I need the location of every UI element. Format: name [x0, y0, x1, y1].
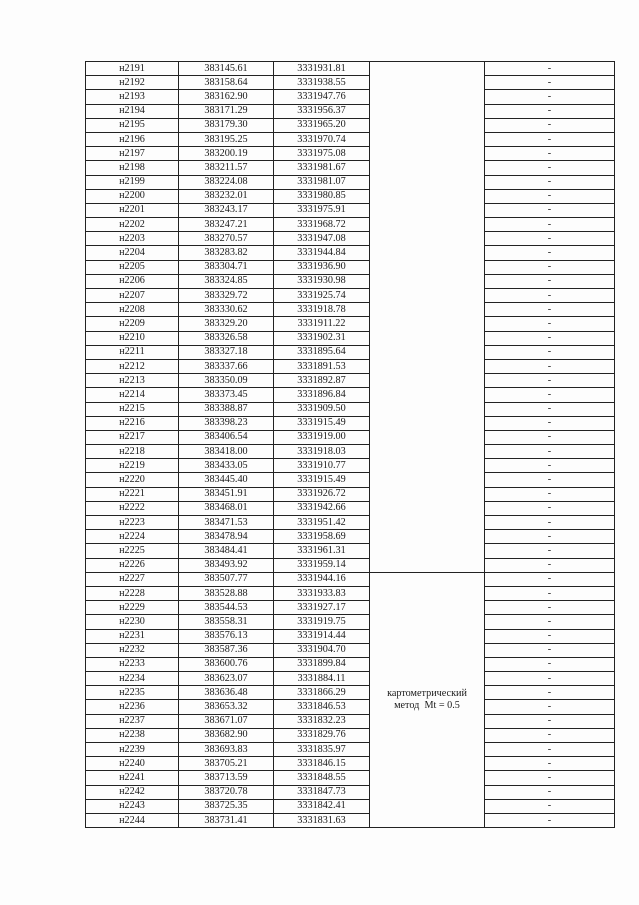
y-coordinate-cell: 3331930.98 — [274, 274, 370, 288]
point-cell: н2238 — [86, 728, 179, 742]
point-cell: н2202 — [86, 218, 179, 232]
y-coordinate-cell: 3331895.64 — [274, 345, 370, 359]
point-cell: н2227 — [86, 572, 179, 586]
accuracy-cell: - — [485, 331, 615, 345]
accuracy-cell: - — [485, 147, 615, 161]
accuracy-cell: - — [485, 90, 615, 104]
method-text-line1: картометрический — [387, 687, 467, 699]
method-cell-empty — [370, 62, 485, 573]
table-row — [86, 147, 615, 161]
point-cell: н2204 — [86, 246, 179, 260]
y-coordinate-cell: 3331980.85 — [274, 189, 370, 203]
y-coordinate-cell: 3331866.29 — [274, 686, 370, 700]
x-coordinate-cell: 383232.01 — [179, 189, 274, 203]
point-cell: н2232 — [86, 643, 179, 657]
point-cell: н2193 — [86, 90, 179, 104]
x-coordinate-cell: 383705.21 — [179, 757, 274, 771]
accuracy-cell: - — [485, 416, 615, 430]
point-cell: н2224 — [86, 530, 179, 544]
x-coordinate-cell: 383350.09 — [179, 374, 274, 388]
y-coordinate-cell: 3331942.66 — [274, 501, 370, 515]
point-cell: н2198 — [86, 161, 179, 175]
table-row — [86, 62, 615, 76]
y-coordinate-cell: 3331933.83 — [274, 586, 370, 600]
point-cell: н2191 — [86, 62, 179, 76]
x-coordinate-cell: 383671.07 — [179, 714, 274, 728]
table-row — [86, 345, 615, 359]
x-coordinate-cell: 383528.88 — [179, 586, 274, 600]
x-coordinate-cell: 383468.01 — [179, 501, 274, 515]
table-row — [86, 516, 615, 530]
accuracy-cell: - — [485, 530, 615, 544]
accuracy-cell: - — [485, 771, 615, 785]
y-coordinate-cell: 3331899.84 — [274, 657, 370, 671]
table-row — [86, 246, 615, 260]
point-cell: н2244 — [86, 813, 179, 827]
table-row — [86, 203, 615, 217]
table-row — [86, 416, 615, 430]
y-coordinate-cell: 3331896.84 — [274, 388, 370, 402]
accuracy-cell: - — [485, 232, 615, 246]
point-cell: н2195 — [86, 118, 179, 132]
accuracy-cell: - — [485, 175, 615, 189]
table-row — [86, 76, 615, 90]
accuracy-cell: - — [485, 601, 615, 615]
x-coordinate-cell: 383471.53 — [179, 516, 274, 530]
point-cell: н2237 — [86, 714, 179, 728]
table-row — [86, 303, 615, 317]
point-cell: н2205 — [86, 260, 179, 274]
point-cell: н2216 — [86, 416, 179, 430]
y-coordinate-cell: 3331842.41 — [274, 799, 370, 813]
point-cell: н2222 — [86, 501, 179, 515]
x-coordinate-cell: 383576.13 — [179, 629, 274, 643]
table-row — [86, 700, 615, 714]
accuracy-cell: - — [485, 700, 615, 714]
accuracy-cell: - — [485, 516, 615, 530]
table-row — [86, 317, 615, 331]
accuracy-cell: - — [485, 813, 615, 827]
y-coordinate-cell: 3331915.49 — [274, 473, 370, 487]
table-row — [86, 487, 615, 501]
y-coordinate-cell: 3331891.53 — [274, 359, 370, 373]
accuracy-cell: - — [485, 132, 615, 146]
method-text-line2: метод Mt = 0.5 — [394, 699, 460, 711]
accuracy-cell: - — [485, 317, 615, 331]
y-coordinate-cell: 3331938.55 — [274, 76, 370, 90]
y-coordinate-cell: 3331892.87 — [274, 374, 370, 388]
table-row — [86, 175, 615, 189]
point-cell: н2215 — [86, 402, 179, 416]
x-coordinate-cell: 383243.17 — [179, 203, 274, 217]
y-coordinate-cell: 3331965.20 — [274, 118, 370, 132]
table-row — [86, 686, 615, 700]
accuracy-cell: - — [485, 388, 615, 402]
point-cell: н2208 — [86, 303, 179, 317]
x-coordinate-cell: 383507.77 — [179, 572, 274, 586]
table-row — [86, 232, 615, 246]
y-coordinate-cell: 3331902.31 — [274, 331, 370, 345]
accuracy-cell: - — [485, 218, 615, 232]
y-coordinate-cell: 3331915.49 — [274, 416, 370, 430]
y-coordinate-cell: 3331944.84 — [274, 246, 370, 260]
accuracy-cell: - — [485, 118, 615, 132]
accuracy-cell: - — [485, 289, 615, 303]
point-cell: н2235 — [86, 686, 179, 700]
point-cell: н2221 — [86, 487, 179, 501]
table-row — [86, 601, 615, 615]
table-row — [86, 813, 615, 827]
point-cell: н2225 — [86, 544, 179, 558]
point-cell: н2233 — [86, 657, 179, 671]
point-cell: н2242 — [86, 785, 179, 799]
table-row — [86, 558, 615, 572]
point-cell: н2207 — [86, 289, 179, 303]
y-coordinate-cell: 3331911.22 — [274, 317, 370, 331]
y-coordinate-cell: 3331947.08 — [274, 232, 370, 246]
table-row — [86, 785, 615, 799]
y-coordinate-cell: 3331848.55 — [274, 771, 370, 785]
x-coordinate-cell: 383653.32 — [179, 700, 274, 714]
table-row — [86, 728, 615, 742]
y-coordinate-cell: 3331904.70 — [274, 643, 370, 657]
y-coordinate-cell: 3331926.72 — [274, 487, 370, 501]
y-coordinate-cell: 3331959.14 — [274, 558, 370, 572]
accuracy-cell: - — [485, 303, 615, 317]
y-coordinate-cell: 3331835.97 — [274, 743, 370, 757]
accuracy-cell: - — [485, 246, 615, 260]
table-row — [86, 260, 615, 274]
accuracy-cell: - — [485, 629, 615, 643]
point-cell: н2219 — [86, 459, 179, 473]
y-coordinate-cell: 3331914.44 — [274, 629, 370, 643]
accuracy-cell: - — [485, 743, 615, 757]
table-row — [86, 743, 615, 757]
y-coordinate-cell: 3331947.76 — [274, 90, 370, 104]
point-cell: н2240 — [86, 757, 179, 771]
y-coordinate-cell: 3331831.63 — [274, 813, 370, 827]
table-row — [86, 402, 615, 416]
x-coordinate-cell: 383211.57 — [179, 161, 274, 175]
x-coordinate-cell: 383731.41 — [179, 813, 274, 827]
x-coordinate-cell: 383493.92 — [179, 558, 274, 572]
accuracy-cell: - — [485, 473, 615, 487]
point-cell: н2203 — [86, 232, 179, 246]
x-coordinate-cell: 383587.36 — [179, 643, 274, 657]
table-row — [86, 189, 615, 203]
y-coordinate-cell: 3331981.67 — [274, 161, 370, 175]
table-row — [86, 714, 615, 728]
coordinates-table — [85, 61, 615, 828]
point-cell: н2228 — [86, 586, 179, 600]
point-cell: н2243 — [86, 799, 179, 813]
y-coordinate-cell: 3331944.16 — [274, 572, 370, 586]
x-coordinate-cell: 383418.00 — [179, 445, 274, 459]
accuracy-cell: - — [485, 274, 615, 288]
point-cell: н2218 — [86, 445, 179, 459]
point-cell: н2201 — [86, 203, 179, 217]
accuracy-cell: - — [485, 203, 615, 217]
x-coordinate-cell: 383200.19 — [179, 147, 274, 161]
accuracy-cell: - — [485, 345, 615, 359]
accuracy-cell: - — [485, 714, 615, 728]
y-coordinate-cell: 3331968.72 — [274, 218, 370, 232]
table-row — [86, 388, 615, 402]
point-cell: н2226 — [86, 558, 179, 572]
x-coordinate-cell: 383388.87 — [179, 402, 274, 416]
x-coordinate-cell: 383478.94 — [179, 530, 274, 544]
y-coordinate-cell: 3331918.03 — [274, 445, 370, 459]
method-cell — [370, 572, 485, 827]
table-row — [86, 572, 615, 586]
x-coordinate-cell: 383179.30 — [179, 118, 274, 132]
table-row — [86, 629, 615, 643]
accuracy-cell: - — [485, 672, 615, 686]
table-row — [86, 289, 615, 303]
point-cell: н2194 — [86, 104, 179, 118]
y-coordinate-cell: 3331909.50 — [274, 402, 370, 416]
x-coordinate-cell: 383636.48 — [179, 686, 274, 700]
point-cell: н2192 — [86, 76, 179, 90]
y-coordinate-cell: 3331958.69 — [274, 530, 370, 544]
x-coordinate-cell: 383171.29 — [179, 104, 274, 118]
table-row — [86, 643, 615, 657]
x-coordinate-cell: 383324.85 — [179, 274, 274, 288]
x-coordinate-cell: 383398.23 — [179, 416, 274, 430]
table-row — [86, 501, 615, 515]
point-cell: н2210 — [86, 331, 179, 345]
y-coordinate-cell: 3331846.15 — [274, 757, 370, 771]
x-coordinate-cell: 383682.90 — [179, 728, 274, 742]
x-coordinate-cell: 383329.72 — [179, 289, 274, 303]
table-row — [86, 374, 615, 388]
y-coordinate-cell: 3331919.75 — [274, 615, 370, 629]
table-row — [86, 218, 615, 232]
y-coordinate-cell: 3331931.81 — [274, 62, 370, 76]
y-coordinate-cell: 3331936.90 — [274, 260, 370, 274]
accuracy-cell: - — [485, 728, 615, 742]
accuracy-cell: - — [485, 402, 615, 416]
x-coordinate-cell: 383195.25 — [179, 132, 274, 146]
accuracy-cell: - — [485, 586, 615, 600]
accuracy-cell: - — [485, 161, 615, 175]
accuracy-cell: - — [485, 62, 615, 76]
point-cell: н2223 — [86, 516, 179, 530]
point-cell: н2209 — [86, 317, 179, 331]
table-row — [86, 657, 615, 671]
y-coordinate-cell: 3331956.37 — [274, 104, 370, 118]
table-row — [86, 757, 615, 771]
accuracy-cell: - — [485, 572, 615, 586]
table-row — [86, 104, 615, 118]
x-coordinate-cell: 383725.35 — [179, 799, 274, 813]
table-row — [86, 331, 615, 345]
point-cell: н2234 — [86, 672, 179, 686]
x-coordinate-cell: 383623.07 — [179, 672, 274, 686]
point-cell: н2220 — [86, 473, 179, 487]
accuracy-cell: - — [485, 657, 615, 671]
accuracy-cell: - — [485, 785, 615, 799]
table-row — [86, 132, 615, 146]
x-coordinate-cell: 383327.18 — [179, 345, 274, 359]
x-coordinate-cell: 383304.71 — [179, 260, 274, 274]
x-coordinate-cell: 383247.21 — [179, 218, 274, 232]
table-row — [86, 359, 615, 373]
point-cell: н2212 — [86, 359, 179, 373]
table-row — [86, 615, 615, 629]
x-coordinate-cell: 383558.31 — [179, 615, 274, 629]
table-row — [86, 90, 615, 104]
point-cell: н2230 — [86, 615, 179, 629]
y-coordinate-cell: 3331829.76 — [274, 728, 370, 742]
point-cell: н2213 — [86, 374, 179, 388]
accuracy-cell: - — [485, 501, 615, 515]
table-row — [86, 672, 615, 686]
y-coordinate-cell: 3331927.17 — [274, 601, 370, 615]
x-coordinate-cell: 383162.90 — [179, 90, 274, 104]
x-coordinate-cell: 383330.62 — [179, 303, 274, 317]
y-coordinate-cell: 3331918.78 — [274, 303, 370, 317]
x-coordinate-cell: 383283.82 — [179, 246, 274, 260]
point-cell: н2206 — [86, 274, 179, 288]
table-row — [86, 459, 615, 473]
table-row — [86, 473, 615, 487]
accuracy-cell: - — [485, 430, 615, 444]
accuracy-cell: - — [485, 445, 615, 459]
accuracy-cell: - — [485, 757, 615, 771]
table-row — [86, 771, 615, 785]
x-coordinate-cell: 383693.83 — [179, 743, 274, 757]
accuracy-cell: - — [485, 799, 615, 813]
y-coordinate-cell: 3331846.53 — [274, 700, 370, 714]
x-coordinate-cell: 383224.08 — [179, 175, 274, 189]
y-coordinate-cell: 3331884.11 — [274, 672, 370, 686]
x-coordinate-cell: 383406.54 — [179, 430, 274, 444]
table-row — [86, 445, 615, 459]
point-cell: н2239 — [86, 743, 179, 757]
accuracy-cell: - — [485, 615, 615, 629]
x-coordinate-cell: 383600.76 — [179, 657, 274, 671]
x-coordinate-cell: 383270.57 — [179, 232, 274, 246]
x-coordinate-cell: 383329.20 — [179, 317, 274, 331]
y-coordinate-cell: 3331832.23 — [274, 714, 370, 728]
accuracy-cell: - — [485, 104, 615, 118]
y-coordinate-cell: 3331919.00 — [274, 430, 370, 444]
x-coordinate-cell: 383433.05 — [179, 459, 274, 473]
accuracy-cell: - — [485, 359, 615, 373]
y-coordinate-cell: 3331970.74 — [274, 132, 370, 146]
x-coordinate-cell: 383373.45 — [179, 388, 274, 402]
table-row — [86, 118, 615, 132]
x-coordinate-cell: 383713.59 — [179, 771, 274, 785]
point-cell: н2200 — [86, 189, 179, 203]
point-cell: н2211 — [86, 345, 179, 359]
accuracy-cell: - — [485, 189, 615, 203]
accuracy-cell: - — [485, 686, 615, 700]
x-coordinate-cell: 383544.53 — [179, 601, 274, 615]
y-coordinate-cell: 3331910.77 — [274, 459, 370, 473]
table-row — [86, 430, 615, 444]
table-row — [86, 161, 615, 175]
y-coordinate-cell: 3331981.07 — [274, 175, 370, 189]
accuracy-cell: - — [485, 260, 615, 274]
point-cell: н2217 — [86, 430, 179, 444]
x-coordinate-cell: 383145.61 — [179, 62, 274, 76]
x-coordinate-cell: 383720.78 — [179, 785, 274, 799]
point-cell: н2229 — [86, 601, 179, 615]
point-cell: н2197 — [86, 147, 179, 161]
accuracy-cell: - — [485, 544, 615, 558]
table-row — [86, 586, 615, 600]
x-coordinate-cell: 383484.41 — [179, 544, 274, 558]
point-cell: н2241 — [86, 771, 179, 785]
x-coordinate-cell: 383326.58 — [179, 331, 274, 345]
x-coordinate-cell: 383451.91 — [179, 487, 274, 501]
y-coordinate-cell: 3331975.91 — [274, 203, 370, 217]
accuracy-cell: - — [485, 558, 615, 572]
y-coordinate-cell: 3331925.74 — [274, 289, 370, 303]
y-coordinate-cell: 3331951.42 — [274, 516, 370, 530]
accuracy-cell: - — [485, 487, 615, 501]
point-cell: н2214 — [86, 388, 179, 402]
table-row — [86, 799, 615, 813]
accuracy-cell: - — [485, 643, 615, 657]
x-coordinate-cell: 383337.66 — [179, 359, 274, 373]
x-coordinate-cell: 383445.40 — [179, 473, 274, 487]
y-coordinate-cell: 3331847.73 — [274, 785, 370, 799]
accuracy-cell: - — [485, 459, 615, 473]
table-row — [86, 544, 615, 558]
x-coordinate-cell: 383158.64 — [179, 76, 274, 90]
point-cell: н2231 — [86, 629, 179, 643]
table-row — [86, 274, 615, 288]
table-row — [86, 530, 615, 544]
accuracy-cell: - — [485, 374, 615, 388]
point-cell: н2236 — [86, 700, 179, 714]
coordinates-table-body — [86, 62, 615, 828]
y-coordinate-cell: 3331961.31 — [274, 544, 370, 558]
accuracy-cell: - — [485, 76, 615, 90]
point-cell: н2196 — [86, 132, 179, 146]
y-coordinate-cell: 3331975.08 — [274, 147, 370, 161]
point-cell: н2199 — [86, 175, 179, 189]
